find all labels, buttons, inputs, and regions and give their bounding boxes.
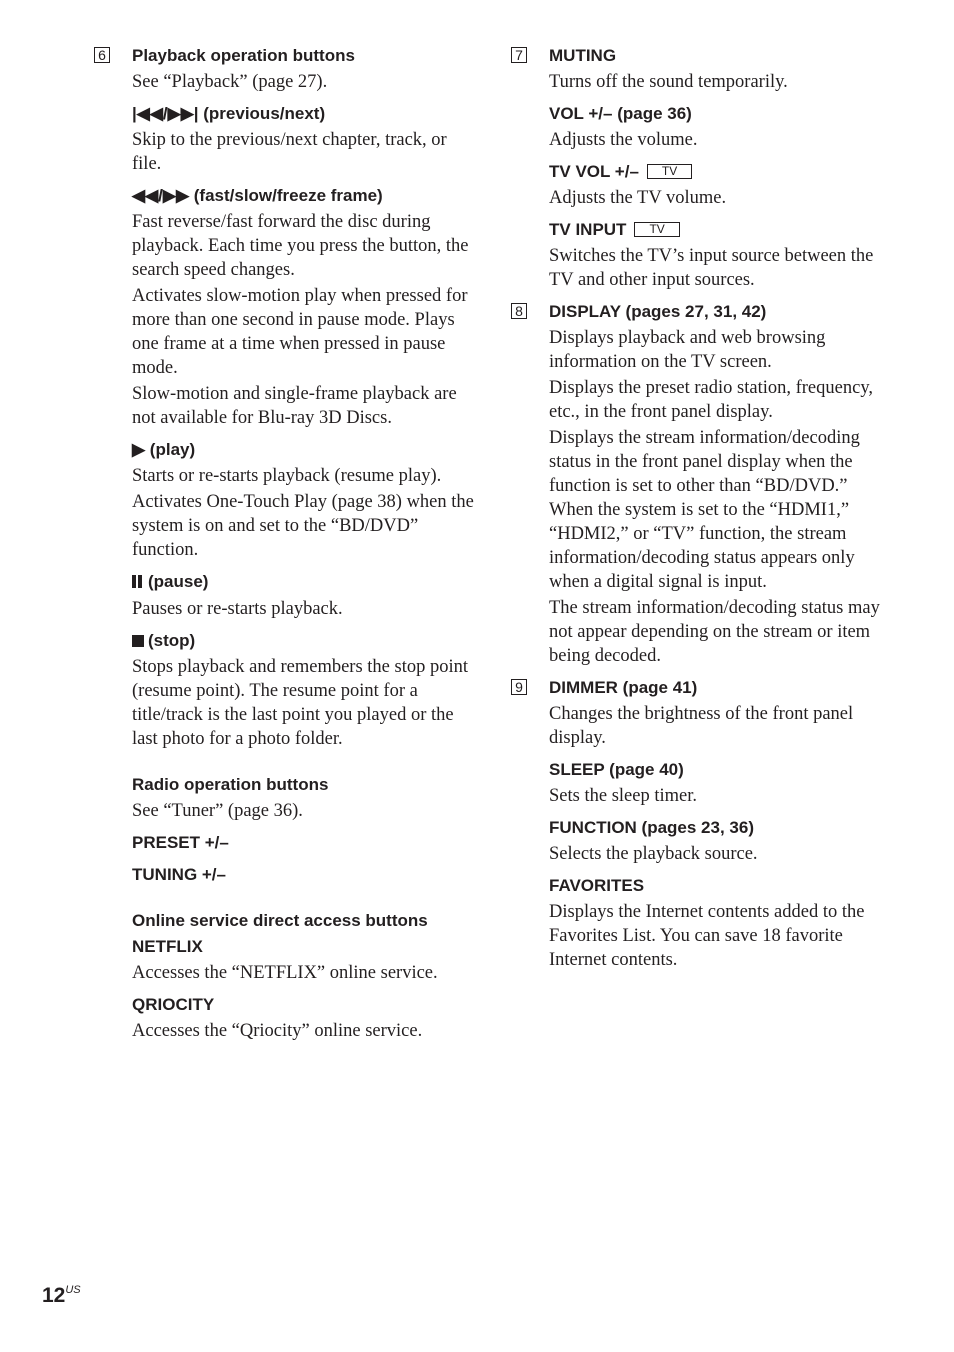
fast-desc-3: Slow-motion and single-frame playback are not available for Blu-ray 3D Discs. <box>132 384 457 428</box>
left-column <box>94 44 474 1045</box>
pause-heading: (pause) <box>132 570 474 595</box>
netflix-heading: NETFLIX <box>132 937 203 956</box>
section-7 <box>511 44 886 292</box>
netflix-desc: Accesses the “NETFLIX” online service. <box>132 963 438 983</box>
section-number-9: 9 <box>511 679 527 695</box>
sleep-heading: SLEEP (page 40) <box>549 760 684 779</box>
page-number-value: 12 <box>42 1284 66 1307</box>
play-heading: ▶ (play) <box>132 440 196 459</box>
display-desc-1: Displays playback and web browsing information on the TV screen. <box>549 328 826 372</box>
qriocity-heading: QRIOCITY <box>132 995 215 1014</box>
sleep-desc: Sets the sleep timer. <box>549 786 697 806</box>
right-column <box>511 44 886 974</box>
fast-desc-2: Activates slow-motion play when pressed for more than one second in pause mode. Plays one frame at a time when pressed in pause mode. <box>132 286 468 378</box>
display-desc-4: The stream information/decoding status may not appear depending on the stream or item being decoded. <box>549 598 880 666</box>
section-title: Playback operation buttons <box>132 46 355 65</box>
section-number-6: 6 <box>94 47 110 63</box>
dimmer-heading: DIMMER (page 41) <box>549 678 698 697</box>
vol-desc: Adjusts the volume. <box>549 130 698 150</box>
prev-next-icon: |◀◀/▶▶| <box>132 104 199 123</box>
section-intro: See “Playback” (page 27). <box>132 72 328 92</box>
page-number <box>42 1284 81 1308</box>
play-desc-1: Starts or re-starts playback (resume play). <box>132 466 442 486</box>
display-desc-3: Displays the stream information/decoding status in the front panel display when the function is set to other than “BD/DVD.” When the system is set to the “HDMI1,” “HDMI2,” or “TV” function, the stream information/decoding status appears only when a digital signal is input. <box>549 428 860 592</box>
stop-desc: Stops playback and remembers the stop point (resume point). The resume point for a title/track is the last point you played or the last photo for a photo folder. <box>132 657 469 749</box>
section-6 <box>94 44 474 1043</box>
tv-badge: TV <box>634 222 679 237</box>
stop-heading: (stop) <box>132 629 474 653</box>
section-number-7: 7 <box>511 47 527 63</box>
fast-slow-heading: ◀◀/▶▶ (fast/slow/freeze frame) <box>132 186 383 205</box>
fast-desc-1: Fast reverse/fast forward the disc during playback. Each time you press the button, the search speed changes. <box>132 212 469 280</box>
radio-intro: See “Tuner” (page 36). <box>132 801 303 821</box>
favorites-desc: Displays the Internet contents added to the Favorites List. You can save 18 favorite Internet contents. <box>549 902 865 970</box>
function-desc: Selects the playback source. <box>549 844 758 864</box>
pause-icon <box>132 571 144 595</box>
muting-heading: MUTING <box>549 46 617 65</box>
prev-next-heading: |◀◀/▶▶| (previous/next) <box>132 104 326 123</box>
page-locale: US <box>65 1284 81 1296</box>
online-heading: Online service direct access buttons <box>132 911 428 930</box>
tv-input-desc: Switches the TV’s input source between the TV and other input sources. <box>549 246 874 290</box>
vol-heading: VOL +/– (page 36) <box>549 104 692 123</box>
dimmer-desc: Changes the brightness of the front panel display. <box>549 704 854 748</box>
tv-vol-desc: Adjusts the TV volume. <box>549 188 727 208</box>
rewind-forward-icon: ◀◀/▶▶ <box>132 186 190 205</box>
preset-heading: PRESET +/– <box>132 833 229 852</box>
tv-input-heading: TV INPUT TV <box>549 218 886 242</box>
function-heading: FUNCTION (pages 23, 36) <box>549 818 754 837</box>
display-desc-2: Displays the preset radio station, frequency, etc., in the front panel display. <box>549 378 873 422</box>
muting-desc: Turns off the sound temporarily. <box>549 72 788 92</box>
play-icon: ▶ <box>132 440 146 459</box>
tuning-heading: TUNING +/– <box>132 865 226 884</box>
section-9 <box>511 676 886 972</box>
tv-vol-heading: TV VOL +/– TV <box>549 160 886 184</box>
prev-next-desc: Skip to the previous/next chapter, track, or file. <box>132 130 447 174</box>
pause-desc: Pauses or re-starts playback. <box>132 599 343 619</box>
play-desc-2: Activates One-Touch Play (page 38) when the system is on and set to the “BD/DVD” function. <box>132 492 474 560</box>
section-number-8: 8 <box>511 303 527 319</box>
section-8 <box>511 300 886 668</box>
tv-badge: TV <box>647 164 692 179</box>
qriocity-desc: Accesses the “Qriocity” online service. <box>132 1021 423 1041</box>
radio-heading: Radio operation buttons <box>132 775 329 794</box>
display-heading: DISPLAY (pages 27, 31, 42) <box>549 302 767 321</box>
stop-icon <box>132 635 144 647</box>
favorites-heading: FAVORITES <box>549 876 645 895</box>
